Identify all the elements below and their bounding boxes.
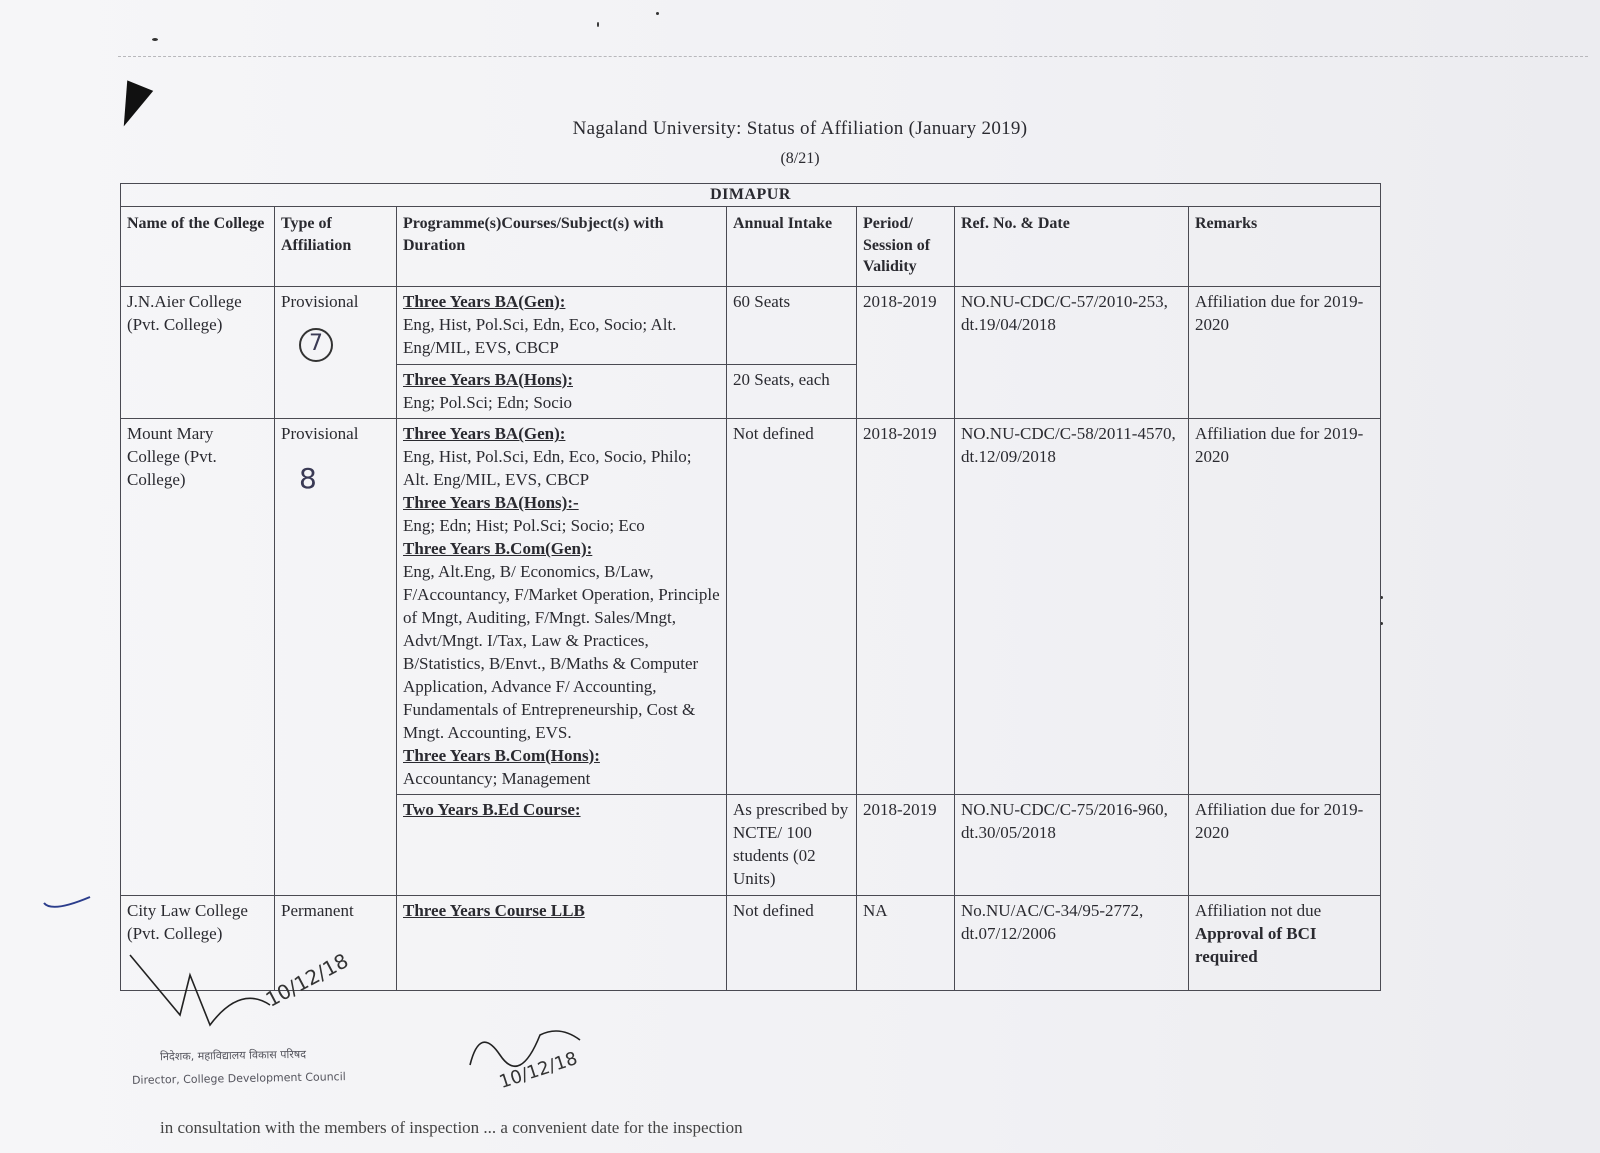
college-name: J.N.Aier College (Pvt. College)	[121, 286, 275, 419]
cut-off-footer-text: in consultation with the members of inspection ... a convenient date for the inspection	[160, 1118, 743, 1137]
scan-edge-rule	[118, 56, 1588, 57]
stamp-hindi: निदेशक, महाविद्यालय विकास परिषद	[159, 1047, 307, 1064]
college-name: Mount Mary College (Pvt. College)	[121, 419, 275, 896]
affiliation-type	[275, 419, 397, 896]
remarks-note: Approval of BCI required	[1195, 924, 1317, 967]
programme-subjects: Accountancy; Management	[403, 768, 591, 788]
column-header: Ref. No. & Date	[955, 207, 1189, 287]
annual-intake: 20 Seats, each	[727, 364, 857, 419]
programme-cell	[397, 795, 727, 896]
programme-heading: Three Years BA(Hons):-	[403, 493, 579, 513]
signature-date: 10/12/18	[261, 948, 353, 1012]
column-header: Period/ Session of Validity	[857, 207, 955, 287]
column-header: Type of Affiliation	[275, 207, 397, 287]
scan-speck	[597, 22, 599, 27]
remarks: Affiliation due for 2019-2020	[1189, 419, 1381, 795]
affiliation-type-text: Provisional	[281, 424, 359, 444]
scan-speck	[152, 38, 158, 41]
programme-heading: Three Years BA(Hons):	[403, 369, 573, 389]
check-mark-icon	[42, 895, 92, 915]
reference-number: No.NU/AC/C-34/95-2772, dt.07/12/2006	[955, 896, 1189, 991]
column-header: Programme(s)Courses/Subject(s) with Duration	[397, 207, 727, 287]
signature-date: 10/12/18	[496, 1048, 581, 1093]
programme-heading: Two Years B.Ed Course:	[403, 800, 581, 820]
programme-subjects: Eng, Hist, Pol.Sci, Edn, Eco, Socio; Alt. Eng/MIL, EVS, CBCP	[403, 314, 677, 357]
signature-icon	[460, 1005, 640, 1095]
programme-subjects: Eng; Pol.Sci; Edn; Socio	[403, 392, 573, 412]
reference-number: NO.NU-CDC/C-57/2010-253, dt.19/04/2018	[955, 286, 1189, 419]
programme-cell	[397, 286, 727, 364]
column-header: Remarks	[1189, 207, 1381, 287]
region-header: DIMAPUR	[121, 184, 1381, 207]
annual-intake: Not defined	[727, 896, 857, 991]
table-header-row	[121, 207, 1381, 287]
remarks: Affiliation due for 2019-2020	[1189, 286, 1381, 419]
document-title: Nagaland University: Status of Affiliation (January 2019)	[572, 118, 1028, 139]
handwritten-mark: 8	[299, 462, 317, 496]
affiliation-type: Permanent	[275, 896, 397, 991]
programme-cell	[397, 364, 727, 419]
programme-subjects: Eng, Hist, Pol.Sci, Edn, Eco, Socio, Philo; Alt. Eng/MIL, EVS, CBCP	[403, 447, 692, 490]
remarks	[1189, 896, 1381, 991]
annual-intake: 60 Seats	[727, 286, 857, 364]
validity-period: NA	[857, 896, 955, 991]
programme-heading: Three Years BA(Gen):	[403, 291, 566, 311]
affiliation-type	[275, 286, 397, 419]
validity-period: 2018-2019	[857, 286, 955, 419]
reference-number: NO.NU-CDC/C-58/2011-4570, dt.12/09/2018	[955, 419, 1189, 795]
programme-heading: Three Years B.Com(Gen):	[403, 539, 593, 559]
programme-heading: Three Years B.Com(Hons):	[403, 745, 600, 765]
programme-heading: Three Years Course LLB	[403, 901, 585, 921]
remarks: Affiliation due for 2019-2020	[1189, 795, 1381, 896]
programme-cell	[397, 896, 727, 991]
programme-heading: Three Years BA(Gen):	[403, 424, 566, 444]
handwritten-mark: 7	[299, 328, 333, 362]
table-row	[121, 419, 1381, 795]
affiliation-type-text: Provisional	[281, 291, 359, 311]
table-row	[121, 286, 1381, 364]
reference-number: NO.NU-CDC/C-75/2016-960, dt.30/05/2018	[955, 795, 1189, 896]
annual-intake: Not defined	[727, 419, 857, 795]
programme-subjects: Eng; Edn; Hist; Pol.Sci; Socio; Eco	[403, 516, 645, 536]
stamp-english: Director, College Development Council	[131, 1070, 346, 1087]
column-header: Annual Intake	[727, 207, 857, 287]
annual-intake: As prescribed by NCTE/ 100 students (02 Units)	[727, 795, 857, 896]
affiliation-table	[120, 183, 1381, 991]
column-header: Name of the College	[121, 207, 275, 287]
scan-speck	[656, 12, 659, 15]
remarks-text: Affiliation not due	[1195, 901, 1322, 921]
programme-cell	[397, 419, 727, 795]
page-number: (8/21)	[780, 150, 820, 167]
validity-period: 2018-2019	[857, 795, 955, 896]
validity-period: 2018-2019	[857, 419, 955, 795]
college-name: City Law College (Pvt. College)	[121, 896, 275, 991]
binder-mark	[111, 80, 153, 131]
programme-subjects: Eng, Alt.Eng, B/ Economics, B/Law, F/Accountancy, F/Market Operation, Principle of Mngt, Auditing, F/Mngt. Sales/Mngt, Advt/Mngt. I/Tax, Law & Practices, B/Statistics, B/Envt., B/Maths & Computer Application, Advance F/ Accounting, Fundamentals of Entrepreneurship, Cost & Mngt. Accounting, EVS.	[403, 562, 720, 742]
